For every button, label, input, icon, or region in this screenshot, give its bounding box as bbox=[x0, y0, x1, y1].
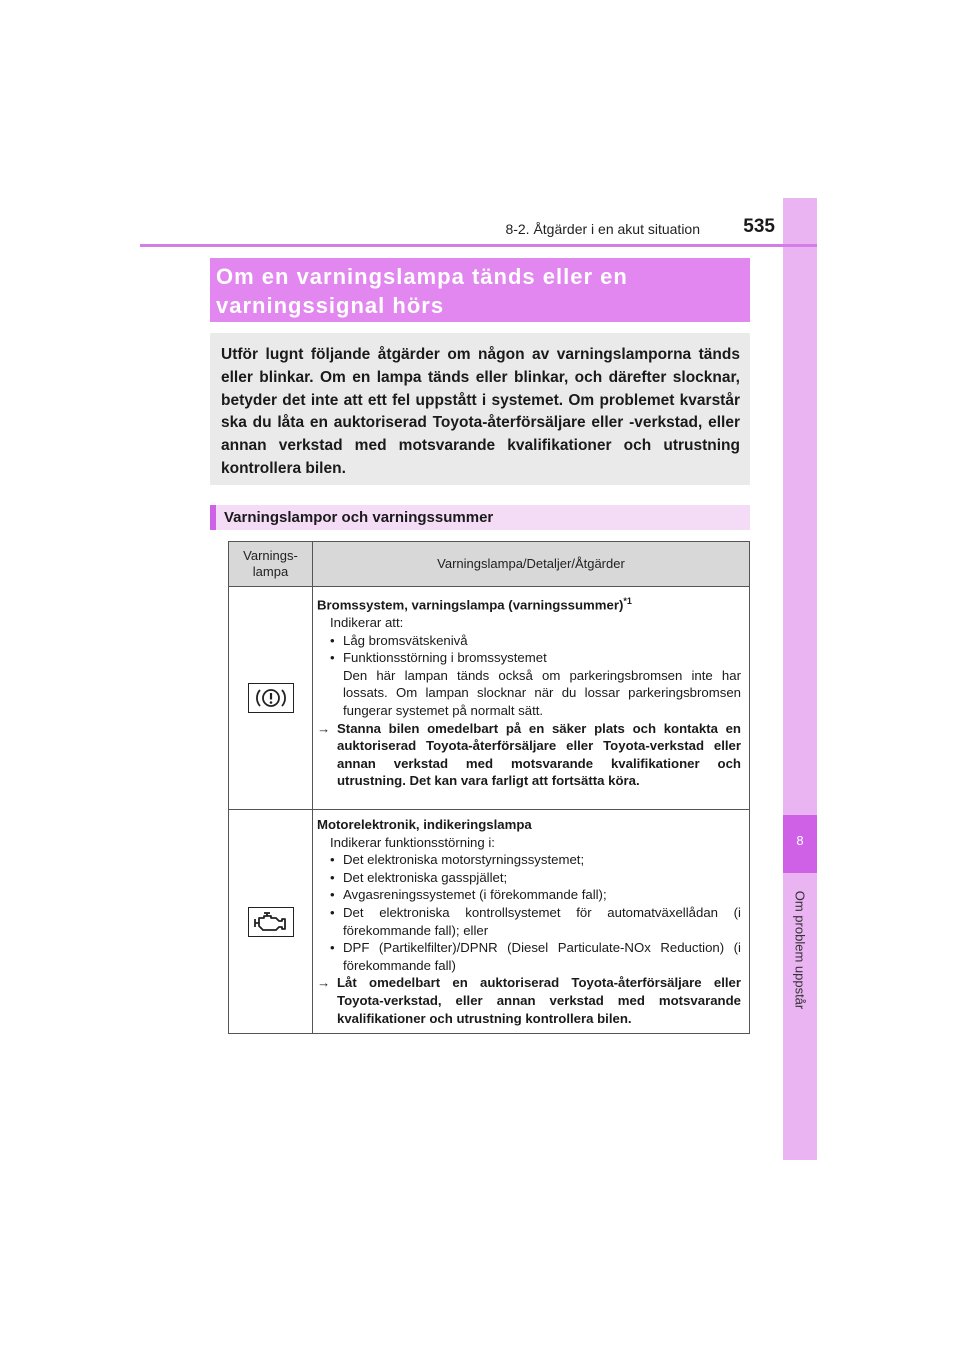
bullet-icon: • bbox=[330, 852, 335, 868]
section-header: 8-2. Åtgärder i en akut situation bbox=[505, 221, 700, 237]
list-item bbox=[317, 632, 741, 650]
row-title: Motorelektronik, indikeringslampa bbox=[317, 817, 532, 832]
header-details: Varningslampa/Detaljer/Åtgärder bbox=[313, 542, 750, 587]
bullet-icon: • bbox=[330, 650, 335, 666]
bullet-icon: • bbox=[330, 632, 335, 648]
detail-cell bbox=[313, 587, 750, 810]
row-action-text: Låt omedelbart en auktoriserad Toyota-återförsäljare eller Toyota-verkstad, eller annan verkstad med motsvarande kvalifikationer och utrustning kontrollera bilen. bbox=[337, 975, 741, 1026]
intro-block bbox=[210, 333, 750, 485]
section-heading bbox=[210, 505, 750, 530]
table-row bbox=[229, 810, 750, 1034]
row-title bbox=[317, 593, 741, 614]
list-item bbox=[317, 886, 741, 904]
table-row bbox=[229, 587, 750, 810]
header-lamp-text: Varnings-lampa bbox=[243, 548, 298, 579]
header-divider bbox=[140, 244, 817, 247]
list-item bbox=[317, 939, 741, 974]
list-item-text: Avgasreningssystemet (i förekommande fall); bbox=[343, 887, 607, 903]
intro-text: Utför lugnt följande åtgärder om någon av varningslamporna tänds eller blinkar. Om en lampa tänds eller blinkar, och därefter slocknar, betyder det inte att ett fel uppstått i systemet. Om problemet kvarstår ska du låta en auktoriserad Toyota-återförsäljare eller -verkstad, eller annan verkstad med motsvarande kvalifikationer och utrustning kontrollera bilen. bbox=[221, 346, 740, 477]
chapter-label bbox=[783, 880, 817, 1020]
section-heading-text: Varningslampor och varningssummer bbox=[224, 509, 494, 526]
lamp-cell bbox=[229, 810, 313, 1034]
arrow-icon: → bbox=[317, 720, 331, 736]
list-item-text: DPF (Partikelfilter)/DPNR (Diesel Particulate-NOx Reduction) (i förekommande fall) bbox=[343, 940, 741, 973]
list-item bbox=[317, 851, 741, 869]
list-item-text: Låg bromsvätskenivå bbox=[343, 632, 468, 648]
list-item-text: Det elektroniska motorstyrningssystemet; bbox=[343, 852, 585, 868]
bullet-icon: • bbox=[330, 869, 335, 885]
list-item bbox=[317, 904, 741, 939]
page-number: 535 bbox=[743, 216, 775, 237]
bullet-icon: • bbox=[330, 940, 335, 956]
brake-warning-icon bbox=[248, 683, 294, 713]
row-action bbox=[317, 974, 741, 1027]
row-note: Den här lampan tänds också om parkeringsbromsen inte har lossats. Om lampan slocknar när du lossar parkeringsbromsen fungerar systemet på normalt sätt. bbox=[343, 667, 741, 718]
detail-cell bbox=[313, 810, 750, 1034]
row-intro: Indikerar att: bbox=[330, 614, 404, 630]
warning-lamp-table bbox=[228, 541, 750, 1034]
list-item-text: Funktionsstörning i bromssystemet bbox=[343, 650, 547, 666]
chapter-number: 8 bbox=[796, 833, 804, 848]
list-item-text: Det elektroniska kontrollsystemet för automatväxellådan (i förekommande fall); eller bbox=[343, 904, 741, 938]
page-title-block bbox=[210, 258, 750, 322]
row-action bbox=[317, 720, 741, 790]
arrow-icon: → bbox=[317, 975, 331, 991]
row-action-text: Stanna bilen omedelbart på en säker plats och kontakta en auktoriserad Toyota-återförsäljare eller Toyota-verkstad eller annan verkstad med motsvarande kvalifikationer och utrustning. Det kan vara farligt att fortsätta köra. bbox=[337, 720, 741, 789]
engine-check-icon bbox=[248, 907, 294, 937]
bullet-icon: • bbox=[330, 904, 335, 920]
footnote-marker: *1 bbox=[623, 596, 632, 606]
chapter-number-badge bbox=[783, 815, 817, 873]
header-lamp bbox=[229, 542, 313, 587]
page-title: Om en varningslampa tänds eller en varningssignal hörs bbox=[216, 264, 628, 318]
table-header-row bbox=[229, 542, 750, 587]
row-title-text: Bromssystem, varningslampa (varningssummer) bbox=[317, 597, 624, 613]
list-item bbox=[317, 869, 741, 887]
list-item bbox=[317, 649, 741, 667]
chapter-label-text: Om problem uppstår bbox=[792, 890, 808, 1010]
list-item-text: Det elektroniska gasspjället; bbox=[343, 869, 508, 885]
section-heading-bar bbox=[210, 505, 216, 530]
lamp-cell bbox=[229, 587, 313, 810]
row-intro: Indikerar funktionsstörning i: bbox=[330, 834, 495, 850]
bullet-icon: • bbox=[330, 887, 335, 903]
